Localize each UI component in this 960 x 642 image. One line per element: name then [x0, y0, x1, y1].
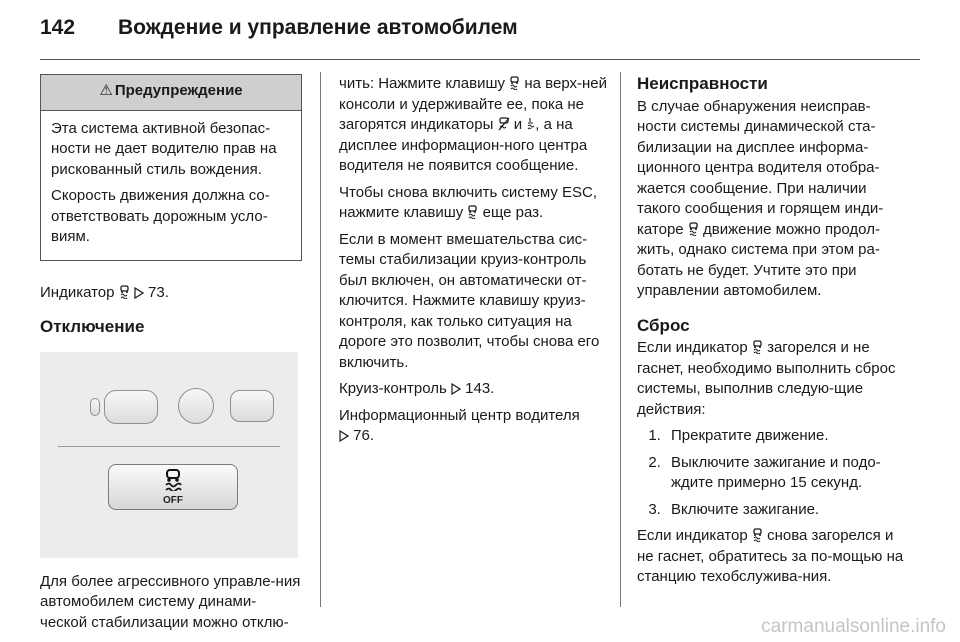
page-reference: 143.	[465, 380, 495, 397]
text-span: В случае обнаружения неисправ-ности системы динамической ста-билизации на дисплее информа-ционного центра водителя отобра-жается сообщение. При наличии такого сообщения и горящем инди-каторе	[637, 97, 884, 238]
body-paragraph	[637, 338, 907, 420]
column-middle	[339, 74, 607, 453]
esc-car-skid-icon	[467, 205, 478, 219]
page-header	[40, 16, 920, 56]
warning-header	[41, 75, 301, 111]
column-divider	[620, 72, 621, 607]
console-switch	[230, 390, 274, 422]
warning-paragraph: Эта система активной безопас-ности не дает водителю прав на рискованный стиль вождения.	[51, 119, 277, 178]
esc-car-skid-icon	[509, 76, 520, 90]
reference-arrow-icon	[451, 383, 461, 395]
body-paragraph: Если в момент вмешательства сис-темы стабилизации круиз-контроль был включен, он автоматически от-ключится. Нажмите клавишу круиз-контроля, как только ситуация на дороге это позволит, чтобы снова его включить.	[339, 230, 600, 371]
reference-arrow-icon	[134, 287, 144, 299]
esc-car-skid-icon	[752, 528, 763, 542]
esc-off-label: OFF	[163, 494, 183, 506]
section-heading-faults: Неисправности	[637, 74, 768, 93]
page-reference: 73.	[148, 283, 169, 301]
list-item: 3. Включите зажигание.	[665, 500, 907, 521]
text-span: на верх-ней консоли и удерживайте ее, пока не загорятся индикаторы	[339, 75, 608, 133]
text-span: чить: Нажмите клавишу	[339, 75, 506, 92]
tc-off-indicator-icon	[526, 117, 535, 131]
text-span: , а на дисплее информацион-ного центра водителя не появится сообщение.	[339, 116, 588, 174]
column-left	[40, 74, 302, 639]
body-paragraph: Для более агрессивного управле-ния автомобилем систему динами-ческой стабилизации можно отклю-	[40, 572, 301, 631]
console-knob	[178, 388, 214, 424]
warning-body	[41, 111, 301, 260]
esc-off-indicator-icon	[498, 117, 510, 131]
body-paragraph	[637, 97, 907, 302]
header-divider	[40, 59, 920, 60]
text-span: загорелся и не гаснет, необходимо выполнить сброс системы, выполнив следую-щие действия:	[637, 339, 896, 418]
body-paragraph	[339, 183, 607, 224]
console-illustration	[40, 352, 298, 558]
column-right	[637, 74, 907, 594]
esc-car-skid-icon	[752, 340, 763, 354]
console-switch	[104, 390, 158, 424]
text-span: Чтобы снова включить систему ESC, нажмите клавишу	[339, 183, 598, 221]
body-paragraph	[637, 526, 907, 588]
text-span: движение можно продол-жить, однако система при этом ра-ботать не будет. Учтите это при управлении автомобилем.	[637, 220, 880, 299]
text-span: Если индикатор	[637, 527, 748, 544]
text-span: Если индикатор	[637, 339, 748, 356]
page-number: 142	[40, 16, 76, 39]
column-divider	[320, 72, 321, 607]
text-span: и	[513, 116, 523, 133]
reset-steps-list	[637, 426, 907, 520]
console-switch	[90, 398, 100, 416]
indicator-text: Индикатор	[40, 283, 115, 301]
list-item: 2. Выключите зажигание и подо-ждите примерно 15 секунд.	[665, 453, 907, 494]
text-span: Круиз-контроль	[339, 380, 447, 397]
text-span: Информационный центр водителя	[339, 406, 580, 424]
warning-triangle-icon: ⚠	[99, 82, 113, 99]
section-heading-off: Отключение	[40, 317, 145, 336]
indicator-reference	[40, 283, 302, 304]
warning-paragraph: Скорость движения должна со-ответствовать дорожным усло-виям.	[51, 187, 270, 245]
esc-car-skid-icon	[688, 222, 699, 236]
esc-car-skid-icon	[119, 285, 130, 299]
watermark: carmanualsonline.info	[761, 616, 946, 637]
body-paragraph	[339, 74, 607, 177]
esc-off-icon	[161, 469, 185, 491]
warning-title: Предупреждение	[114, 82, 243, 99]
page-title: Вождение и управление автомобилем	[118, 16, 518, 39]
page-reference: 76.	[353, 427, 375, 444]
esc-off-button-illustration	[108, 464, 238, 510]
section-heading-reset: Сброс	[637, 315, 690, 335]
reference-arrow-icon	[339, 430, 349, 442]
warning-box	[40, 74, 302, 261]
text-span: еще раз.	[482, 204, 544, 221]
list-item: 1. Прекратите движение.	[665, 426, 907, 447]
cross-reference	[339, 379, 607, 400]
cross-reference	[339, 406, 607, 447]
illustration-divider	[58, 446, 280, 447]
text-span: снова загорелся и не гаснет, обратитесь за по-мощью на станцию техобслужива-ния.	[637, 527, 904, 585]
